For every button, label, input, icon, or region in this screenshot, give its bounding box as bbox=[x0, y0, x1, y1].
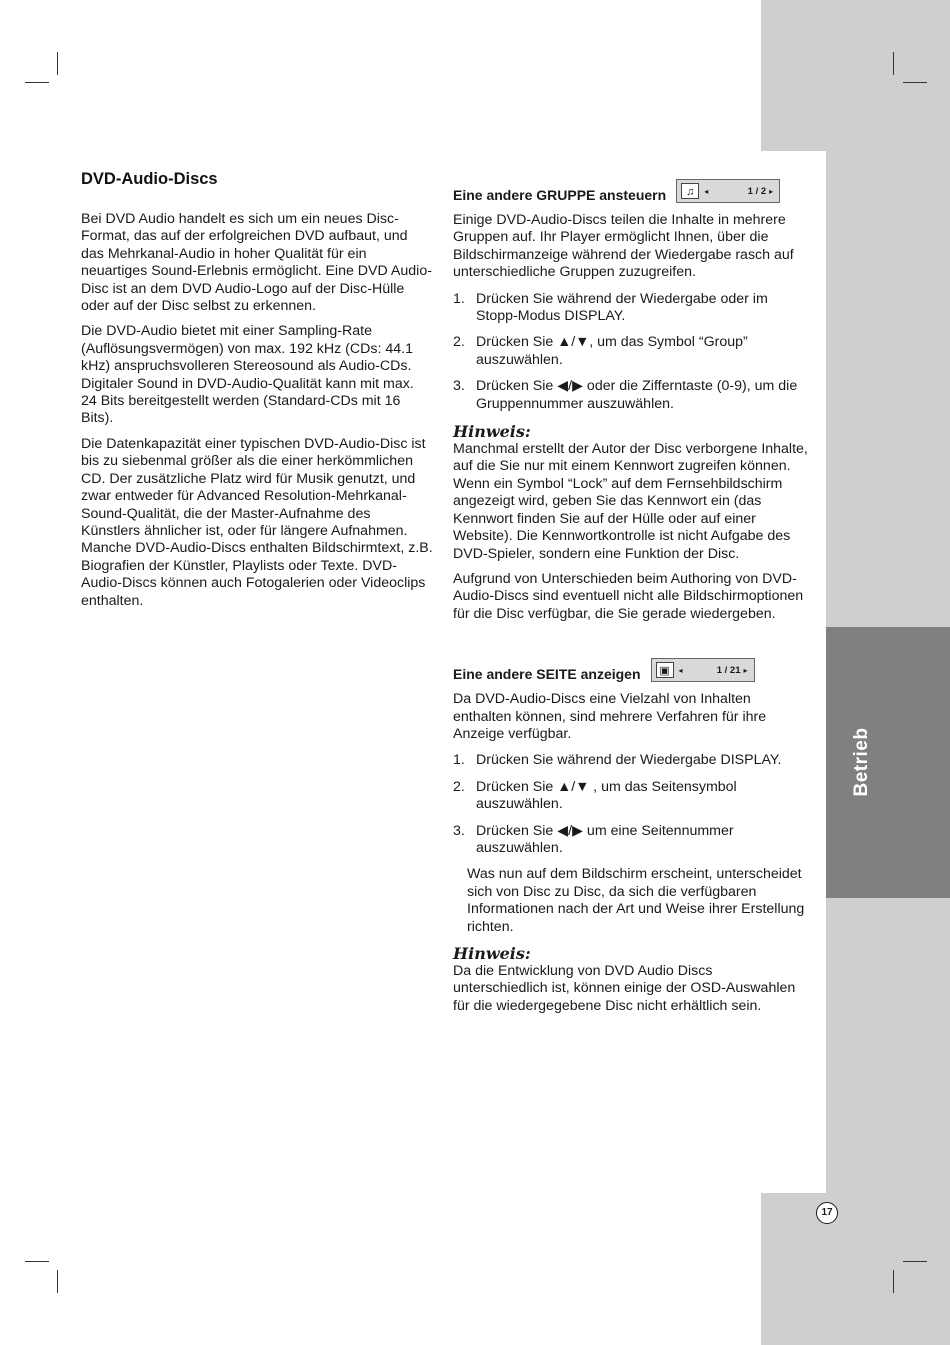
note-title: Hinweis: bbox=[453, 944, 531, 963]
paragraph: Die Datenkapazität einer typischen DVD-Audio-Disc ist bis zu siebenmal größer als die einer herkömmlichen CD. Der zusätzliche Platz wird für Musik genutzt, und zwar entweder für Advanced Resolution-Mehrkanal-Sound-Qualität, die der Master-Aufnahme des Künstlers ähnlicher ist, oder für längere Aufnahmen. Manche DVD-Audio-Discs enthalten Bildschirmtext, z.B. Biografien der Künstler, Playlists oder Texte. DVD-Audio-Discs können auch Fotogalerien oder Videoclips enthalten. bbox=[81, 435, 433, 609]
page-heading: Eine andere SEITE anzeigen bbox=[453, 666, 641, 683]
page-intro: Da DVD-Audio-Discs eine Vielzahl von Inhalten enthalten können, sind mehrere Verfahren für ihre Anzeige verfügbar. bbox=[453, 691, 767, 742]
page-number: 17 bbox=[816, 1202, 838, 1224]
list-item: 1. Drücken Sie während der Wiedergabe oder im Stopp-Modus DISPLAY. bbox=[453, 290, 768, 325]
picture-page-icon: ▣ bbox=[656, 662, 674, 678]
note-paragraph: Aufgrund von Unterschieden beim Authoring von DVD-Audio-Discs sind eventuell nicht alle Bildschirmoptionen für die Disc verfügbar, die Sie gerade wiedergeben. bbox=[453, 570, 804, 622]
list-item: 2. Drücken Sie ▲/▼, um das Symbol “Group” auszuwählen. bbox=[453, 334, 748, 368]
margin-band-top bbox=[761, 0, 950, 151]
list-item: 3. Drücken Sie ◀/▶ um eine Seitennummer auszuwählen. bbox=[453, 822, 734, 856]
crop-mark bbox=[25, 82, 49, 83]
page-osd-value: 1 / 21 bbox=[716, 664, 741, 676]
margin-band-bottom bbox=[761, 1193, 950, 1345]
left-arrow-icon: ◂ bbox=[678, 665, 683, 675]
chapter-tab-label: Betrieb bbox=[851, 727, 872, 797]
music-group-icon: ♫ bbox=[681, 183, 699, 199]
group-osd-value: 1 / 2 bbox=[747, 185, 767, 197]
right-arrow-icon: ▸ bbox=[769, 186, 774, 196]
crop-mark bbox=[57, 1270, 58, 1293]
page-followup: Was nun auf dem Bildschirm erscheint, unterscheidet sich von Disc zu Disc, da sich die verfügbaren Informationen nach der Art und Weise ihrer Erstellung richten. bbox=[467, 866, 805, 935]
crop-mark bbox=[57, 52, 58, 75]
left-column bbox=[81, 170, 433, 618]
chapter-tab bbox=[826, 627, 950, 898]
page-steps bbox=[453, 752, 808, 857]
right-arrow-icon: ▸ bbox=[743, 665, 748, 675]
paragraph: Die DVD-Audio bietet mit einer Sampling-Rate (Auflösungsvermögen) von max. 192 kHz (CDs: 44.1 kHz) anspruchsvolleren Stereosound als Audio-CDs. Digitaler Sound in DVD-Audio-Qualität kann mit max. 24 Bits bereitgestellt werden (Standard-CDs mit 16 Bits). bbox=[81, 323, 414, 427]
crop-mark bbox=[893, 52, 894, 75]
note-paragraph: Da die Entwicklung von DVD Audio Discs unterschiedlich ist, können einige der OSD-Auswahlen für die wiedergegebene Disc nicht erhältlich sein. bbox=[453, 963, 796, 1014]
page-header bbox=[453, 657, 808, 683]
paragraph: Bei DVD Audio handelt es sich um ein neues Disc-Format, das auf der erfolgreichen DVD aufbaut, und das Mehrkanal-Audio in hoher Qualität für ein neuartiges Sound-Erlebnis ermöglicht. Eine DVD Audio-Disc ist an dem DVD Audio-Logo auf der Disc-Hülle oder auf der Disc selbst zu erkennen. bbox=[81, 211, 432, 315]
crop-mark bbox=[25, 1261, 49, 1262]
group-header bbox=[453, 178, 808, 204]
crop-mark bbox=[903, 1261, 927, 1262]
section-title: DVD-Audio-Discs bbox=[81, 170, 218, 188]
group-osd-display bbox=[676, 179, 780, 203]
page-osd-display bbox=[651, 658, 755, 682]
group-heading: Eine andere GRUPPE ansteuern bbox=[453, 187, 667, 203]
list-item: 1. Drücken Sie während der Wiedergabe DISPLAY. bbox=[453, 752, 782, 769]
note-title: Hinweis: bbox=[453, 422, 531, 442]
crop-mark bbox=[893, 1270, 894, 1293]
note-paragraph: Manchmal erstellt der Autor der Disc verborgene Inhalte, auf die Sie nur mit einem Kennwort zugreifen können. Wenn ein Symbol “Lock” auf dem Fernsehbildschirm angezeigt wird, geben Sie das Kennwort ein (das Kennwort finden Sie auf der Hülle oder auf einer Website). Die Kennwortkontrolle ist nicht Aufgabe des DVD-Spieler, sondern eine Funktion der Disc. bbox=[453, 441, 808, 562]
group-intro: Einige DVD-Audio-Discs teilen die Inhalte in mehrere Gruppen auf. Ihr Player ermöglicht Ihnen, über die Bildschirmanzeige während der Wiedergabe rasch auf unterschiedliche Gruppen zuzugreifen. bbox=[453, 212, 794, 281]
crop-mark bbox=[903, 82, 927, 83]
right-column bbox=[453, 178, 808, 1023]
left-arrow-icon: ◂ bbox=[704, 186, 709, 196]
list-item: 2. Drücken Sie ▲/▼ , um das Seitensymbol auszuwählen. bbox=[453, 778, 737, 813]
list-item: 3. Drücken Sie ◀/▶ oder die Zifferntaste (0-9), um die Gruppennummer auszuwählen. bbox=[453, 378, 798, 412]
group-steps bbox=[453, 291, 808, 413]
